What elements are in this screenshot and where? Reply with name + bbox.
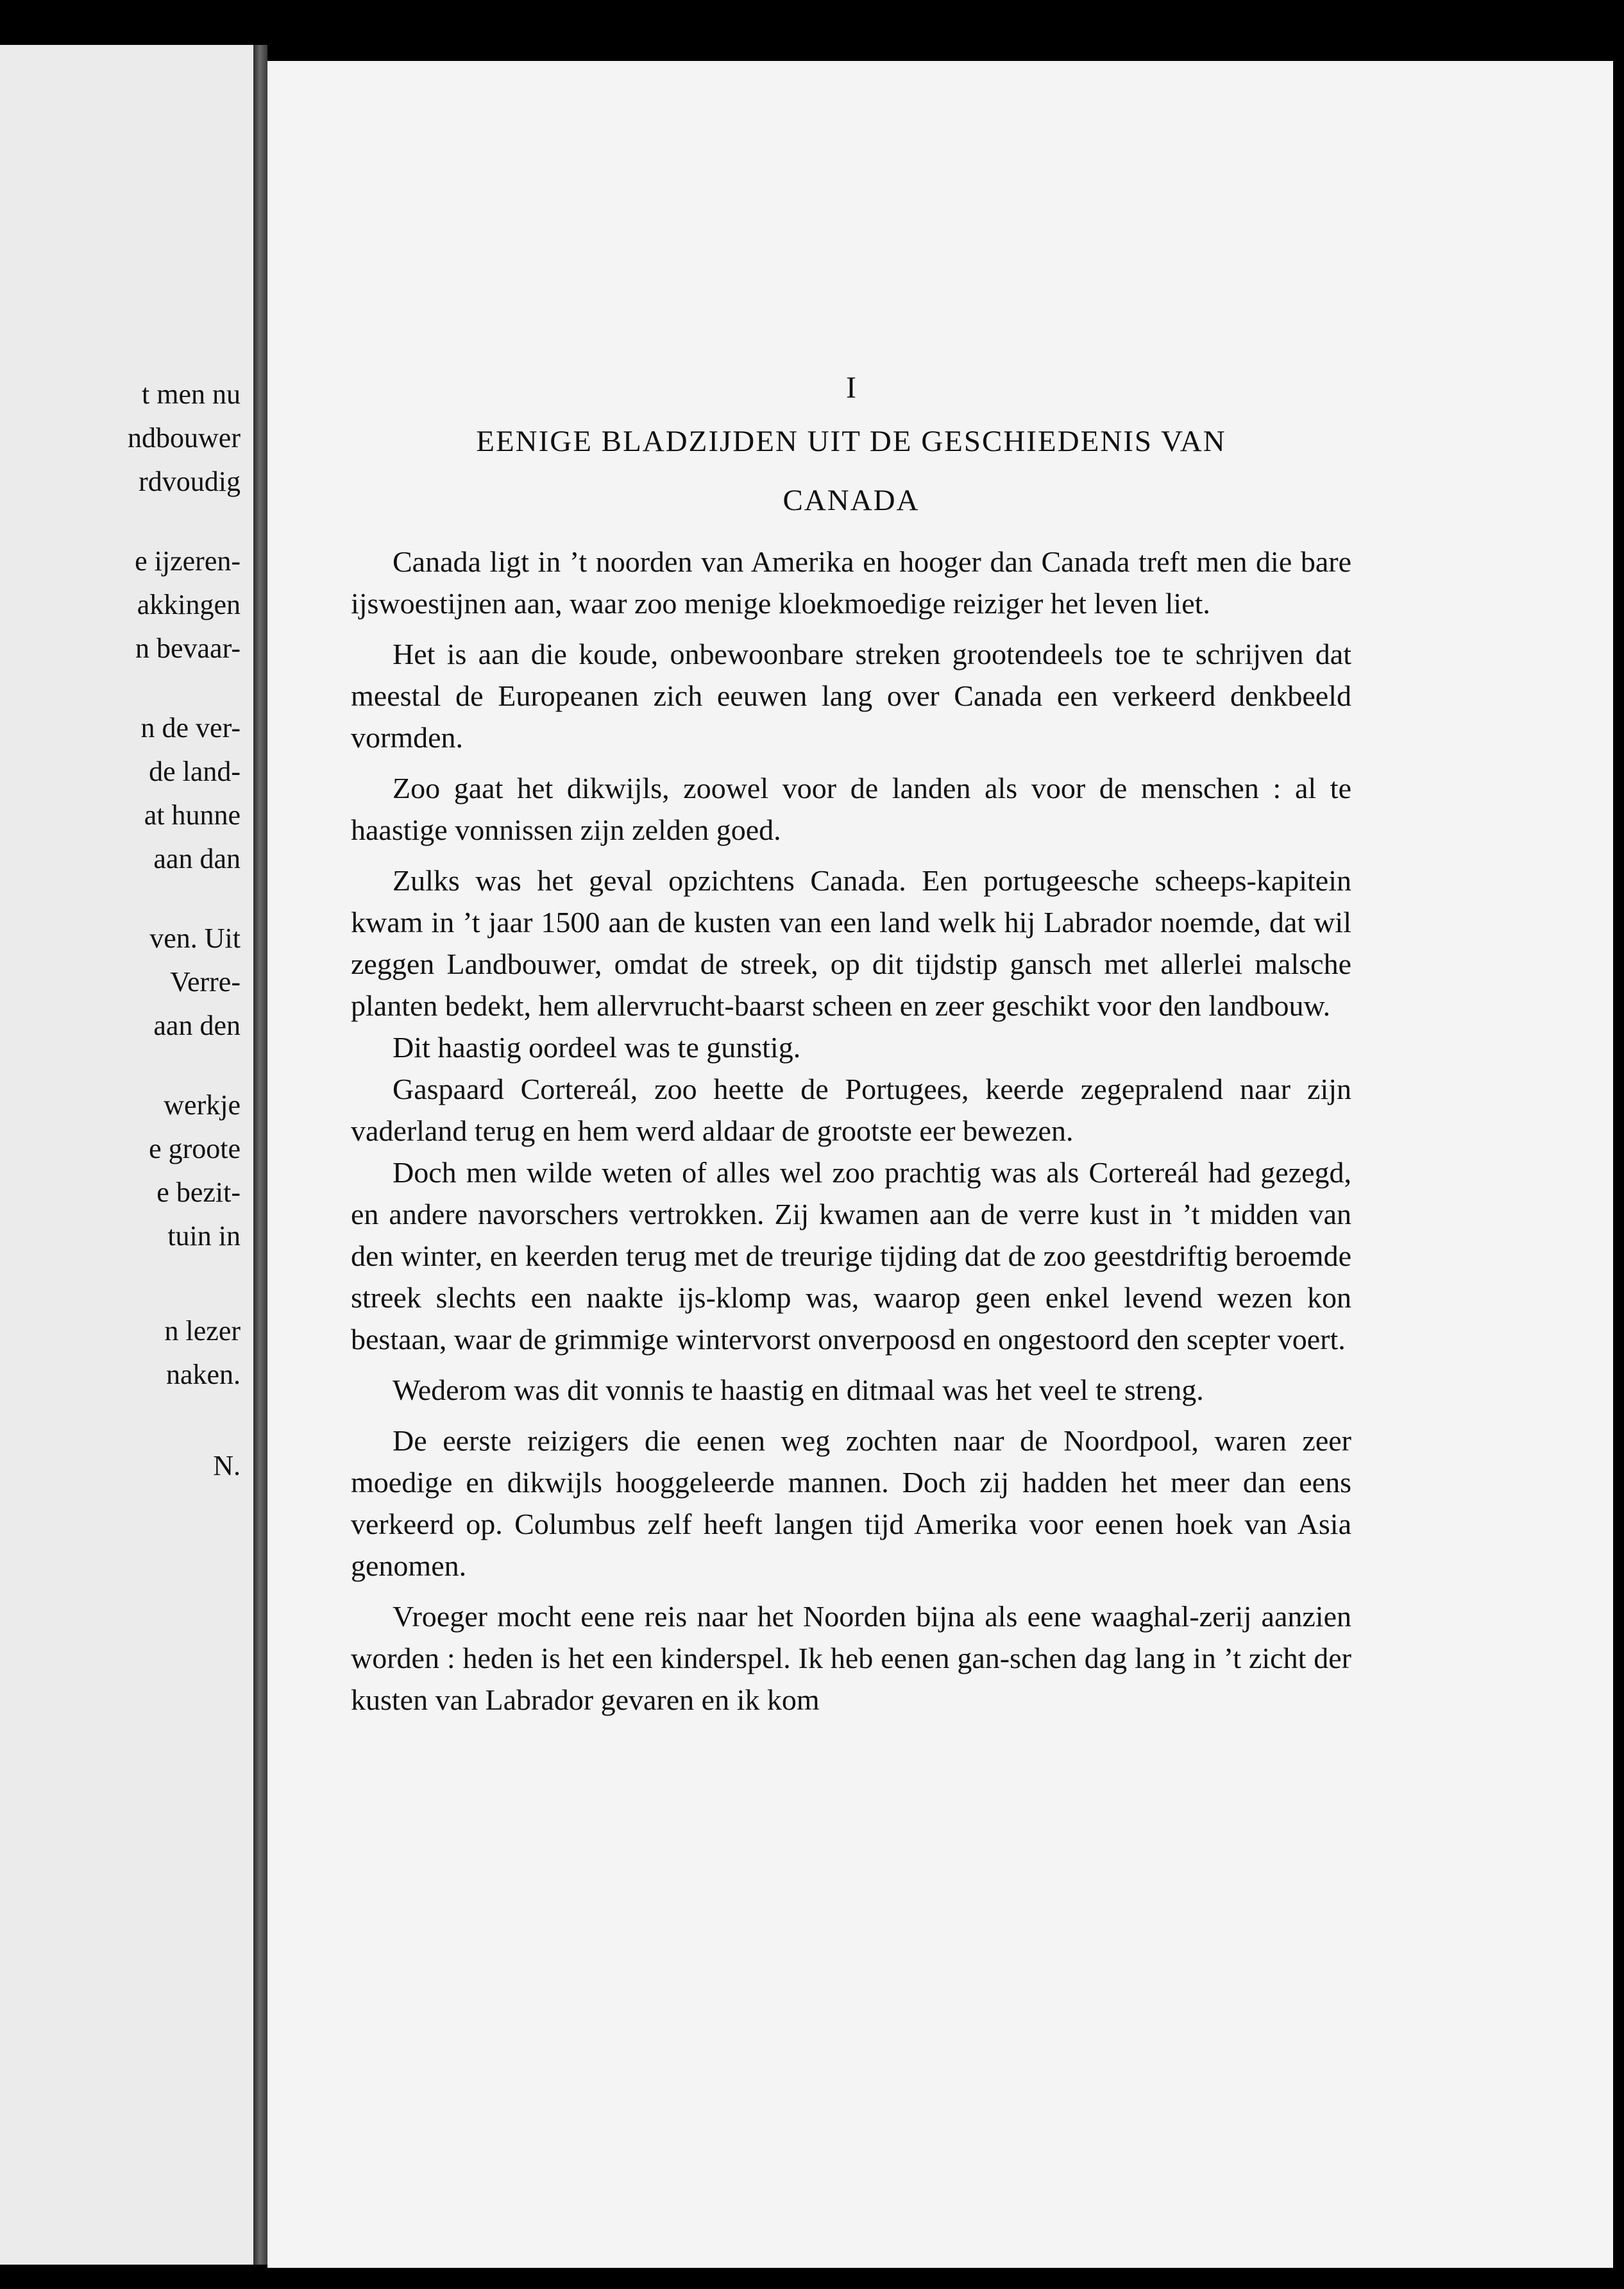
paragraph: De eerste reizigers die eenen weg zochten naar de Noordpool, waren zeer moedige en dikwijls hooggeleerde mannen. Doch zij hadden het meer dan eens verkeerd op. Columbus zelf heeft langen tijd Amerika voor eenen hoek van Asia genomen. — [351, 1424, 1351, 1582]
left-fragment: n lezer — [164, 1315, 241, 1347]
chapter-title-continued: CANADA — [782, 484, 920, 517]
left-fragment: t men nu — [142, 379, 241, 410]
left-fragment: at hunne — [144, 799, 241, 831]
left-fragment: aan dan — [153, 843, 241, 874]
chapter-title: EENIGE BLADZIJDEN UIT DE GESCHIEDENIS VAN — [476, 425, 1226, 458]
paragraph: Doch men wilde weten of alles wel zoo prachtig was als Cortereál had gezegd, en andere navorschers vertrokken. Zij kwamen aan de verre kust in ’t midden van den winter, en keerden terug met de treurige tijding dat de zoo geestdriftig beroemde streek slechts een naakte ijs-klomp was, waarop geen enkel levend wezen kon bestaan, waar de grimmige wintervorst onverpoosd en ongestoord den scepter voert. — [351, 1156, 1351, 1356]
left-fragment: n de ver- — [140, 712, 241, 744]
left-fragment: werkje — [164, 1089, 241, 1121]
left-fragment: ven. Uit — [149, 923, 241, 954]
paragraph: Vroeger mocht eene reis naar het Noorden bijna als eene waaghal-zerij aanzien worden : heden is het een kinderspel. Ik heb eenen gan-schen dag lang in ’t zicht der kusten van Labrador gevaren en ik kom — [351, 1600, 1351, 1716]
paragraph: Zoo gaat het dikwijls, zoowel voor de landen als voor de menschen : al te haastige vonnissen zijn zelden goed. — [351, 772, 1351, 846]
paragraph: Canada ligt in ’t noorden van Amerika en hooger dan Canada treft men die bare ijswoestijnen aan, waar zoo menige kloekmoedige reiziger het leven liet. — [351, 545, 1351, 620]
left-fragment: de land- — [149, 756, 241, 787]
left-fragment: ndbouwer — [128, 422, 241, 454]
left-fragment: rdvoudig — [139, 466, 241, 497]
paragraph: Zulks was het geval opzichtens Canada. Een portugeesche scheeps-kapitein kwam in ’t jaar 1500 aan de kusten van een land welk hij Labrador noemde, dat wil zeggen Landbouwer, omdat de streek, op dit tijdstip gansch met allerlei malsche planten bedekt, hem allervrucht-baarst scheen en zeer geschikt voor den landbouw. — [351, 864, 1351, 1022]
paragraph: Wederom was dit vonnis te haastig en ditmaal was het veel te streng. — [393, 1374, 1204, 1406]
left-page-edge — [0, 45, 253, 2265]
left-fragment: e ijzeren- — [135, 545, 241, 577]
book-gutter — [253, 45, 267, 2265]
left-fragment: e bezit- — [156, 1177, 241, 1208]
paragraph: Dit haastig oordeel was te gunstig. — [393, 1031, 801, 1064]
left-fragment: akkingen — [137, 589, 241, 620]
right-page — [267, 61, 1613, 2268]
page-content — [351, 369, 1351, 1721]
left-fragment: Verre- — [170, 966, 241, 998]
paragraph: Het is aan die koude, onbewoonbare streken grootendeels toe te schrijven dat meestal de Europeanen zich eeuwen lang over Canada een verkeerd denkbeeld vormden. — [351, 638, 1351, 754]
left-fragment: tuin in — [167, 1220, 241, 1252]
left-fragment: aan den — [153, 1010, 241, 1041]
left-fragment: n bevaar- — [135, 633, 241, 664]
paragraph: Gaspaard Cortereál, zoo heette de Portugees, keerde zegepralend naar zijn vaderland terug en hem werd aldaar de grootste eer bewezen. — [351, 1073, 1351, 1147]
left-fragment: e groote — [149, 1133, 241, 1164]
chapter-number: I — [846, 371, 856, 405]
body-text — [351, 541, 1351, 1721]
left-fragment: N. — [213, 1450, 241, 1481]
left-fragment: naken. — [165, 1359, 241, 1390]
